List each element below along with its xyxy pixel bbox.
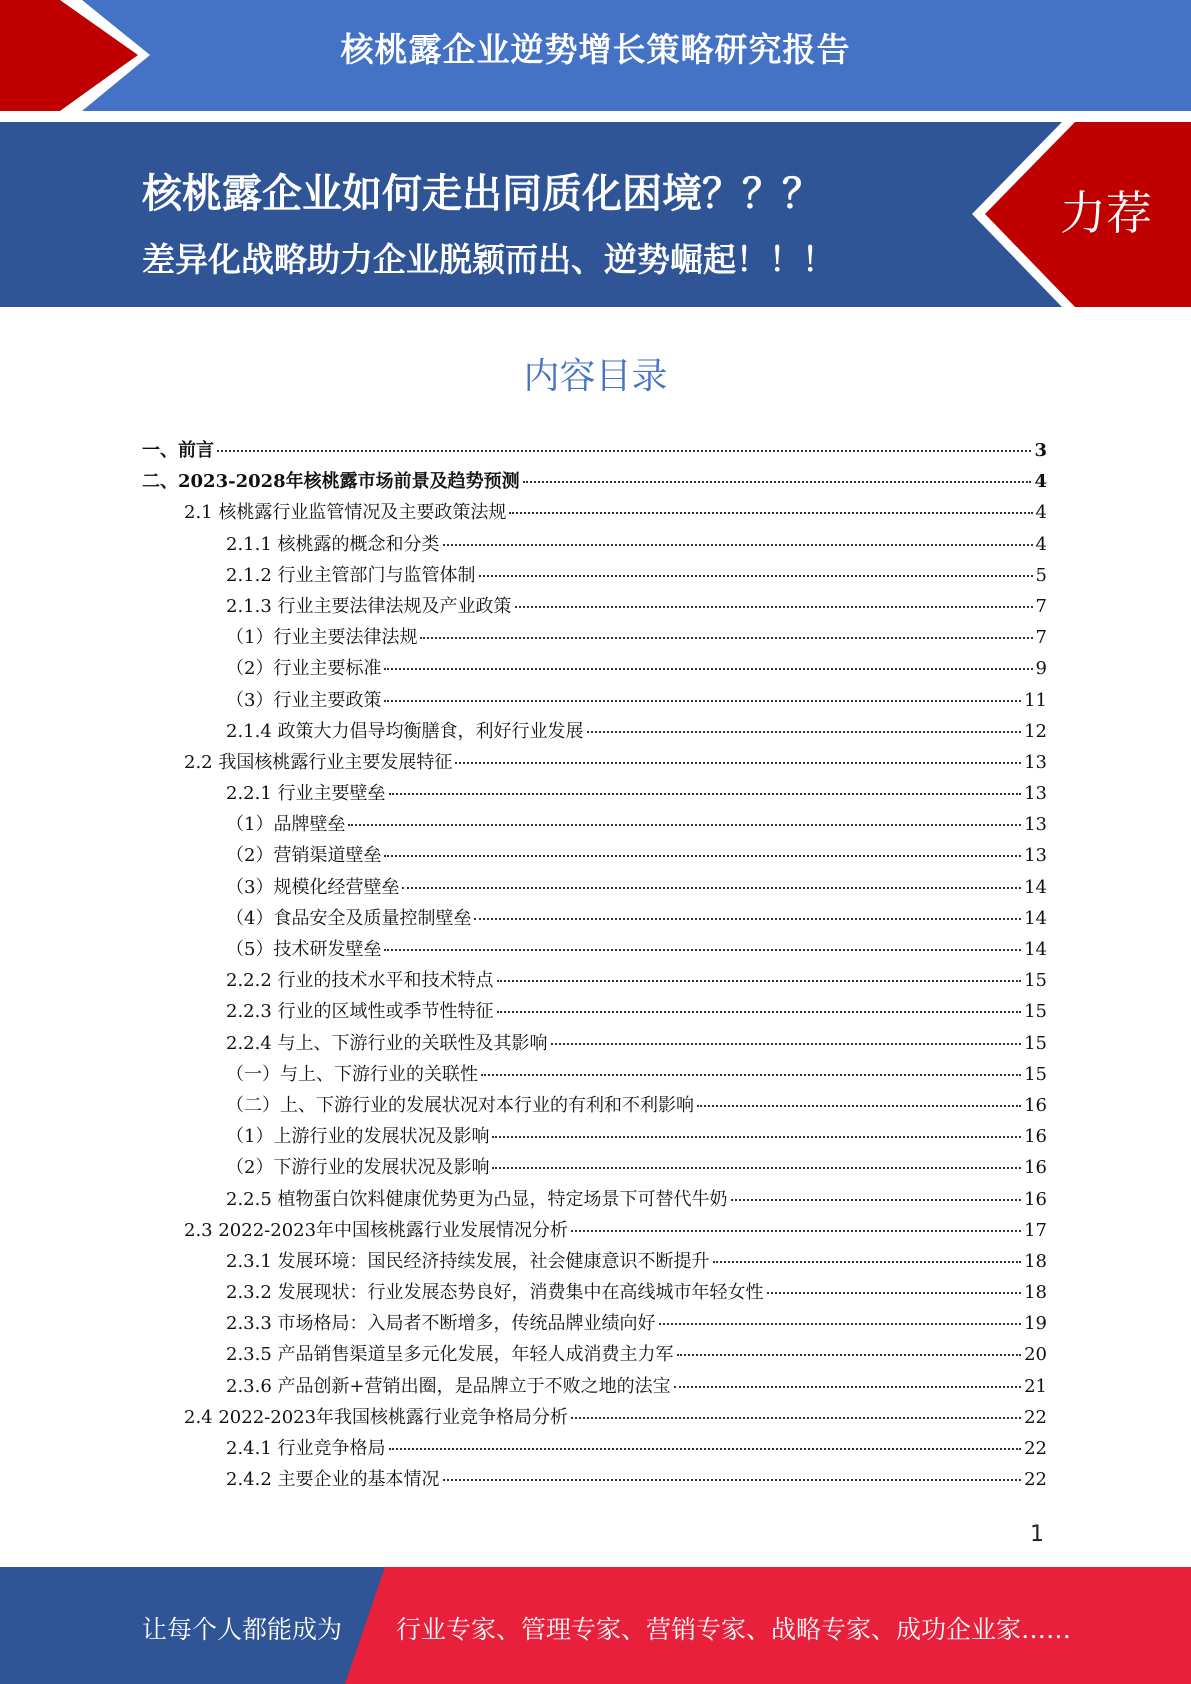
toc-leader-dots — [479, 575, 1033, 577]
toc-entry-page: 13 — [1024, 751, 1047, 773]
toc-leader-dots — [384, 855, 1021, 857]
toc-entry-page: 7 — [1035, 595, 1047, 617]
toc-entry[interactable] — [142, 623, 1047, 654]
toc-entry-label: 2.4.2 主要企业的基本情况 — [226, 1469, 440, 1491]
toc-leader-dots — [571, 1230, 1021, 1232]
toc-title: 内容目录 — [523, 356, 668, 397]
toc-entry-label: （2）下游行业的发展状况及影响 — [226, 1157, 490, 1179]
toc-entry-page: 15 — [1024, 1063, 1047, 1085]
toc-leader-dots — [767, 1292, 1022, 1294]
toc-entry-page: 15 — [1024, 970, 1047, 992]
toc-entry-label: 2.3.3 市场格局：入局者不断增多，传统品牌业绩向好 — [226, 1313, 656, 1335]
toc-entry-label: （1）上游行业的发展状况及影响 — [226, 1126, 490, 1148]
toc-entry[interactable] — [142, 498, 1047, 529]
toc-entry-page: 13 — [1024, 783, 1047, 805]
toc-entry[interactable] — [142, 1122, 1047, 1153]
toc-entry-label: （1）品牌壁垒 — [226, 814, 346, 836]
toc-entry[interactable] — [142, 1247, 1047, 1278]
toc-entry-page: 15 — [1024, 1001, 1047, 1023]
toc-entry-label: 2.2.5 植物蛋白饮料健康优势更为凸显，特定场景下可替代牛奶 — [226, 1188, 728, 1210]
toc-entry-label: 2.1 核桃露行业监管情况及主要政策法规 — [184, 502, 507, 524]
toc-entry[interactable] — [142, 1060, 1047, 1091]
hero-headline: 核桃露企业如何走出同质化困境？？？ — [142, 171, 822, 217]
toc-entry-label: 2.4 2022-2023年我国核桃露行业竞争格局分析 — [184, 1406, 569, 1428]
toc-entry[interactable] — [142, 966, 1047, 997]
toc-entry[interactable] — [142, 1278, 1047, 1309]
toc-entry[interactable] — [142, 592, 1047, 623]
toc-entry-label: 2.4.1 行业竞争格局 — [226, 1438, 386, 1459]
toc-entry-label: 2.2.3 行业的区域性或季节性特征 — [226, 1001, 494, 1023]
toc-entry-label: （3）行业主要政策 — [226, 689, 382, 711]
toc-entry-label: 2.1.2 行业主管部门与监管体制 — [226, 564, 476, 586]
toc-leader-dots — [523, 481, 1032, 483]
toc-entry-label: （1）行业主要法律法规 — [226, 627, 418, 649]
toc-entry-label: 2.2.4 与上、下游行业的关联性及其影响 — [226, 1032, 548, 1054]
toc-entry[interactable] — [142, 1029, 1047, 1060]
toc-entry[interactable] — [142, 1185, 1047, 1216]
toc-entry-page: 14 — [1024, 907, 1047, 929]
toc-leader-dots — [217, 450, 1031, 452]
toc-leader-dots — [713, 1261, 1022, 1263]
toc-entry[interactable] — [142, 1372, 1047, 1403]
toc-entry[interactable] — [142, 561, 1047, 592]
toc-leader-dots — [509, 512, 1032, 514]
toc-entry-label: 一、前言 — [142, 440, 214, 461]
footer-slogan-lead: 让每个人都能成为 — [142, 1615, 343, 1644]
toc-entry-page: 13 — [1024, 845, 1047, 867]
toc-entry-page: 16 — [1024, 1094, 1047, 1116]
toc-entry-label: （2）营销渠道壁垒 — [226, 845, 382, 867]
toc-entry-page: 22 — [1024, 1406, 1047, 1428]
footer-banner — [0, 1567, 1191, 1684]
toc-leader-dots — [384, 949, 1021, 951]
toc-entry[interactable] — [142, 717, 1047, 748]
footer-slogan-roles: 行业专家、管理专家、营销专家、战略专家、成功企业家…… — [396, 1615, 1072, 1644]
toc-leader-dots — [571, 1417, 1021, 1419]
toc-entry-page: 17 — [1024, 1219, 1047, 1241]
toc-leader-dots — [659, 1323, 1022, 1325]
toc-entry-page: 4 — [1035, 502, 1047, 524]
toc-entry[interactable] — [142, 1340, 1047, 1371]
toc-entry-label: 2.1.4 政策大力倡导均衡膳食，利好行业发展 — [226, 720, 584, 742]
toc-entry-page: 22 — [1024, 1469, 1047, 1491]
top-banner — [0, 0, 1191, 111]
toc-entry[interactable] — [142, 1091, 1047, 1122]
toc-entry[interactable] — [142, 841, 1047, 872]
toc-entry[interactable] — [142, 1216, 1047, 1247]
toc-leader-dots — [497, 1011, 1022, 1013]
toc-entry-label: 2.2.1 行业主要壁垒 — [226, 783, 386, 805]
toc-entry-label: （二）上、下游行业的发展状况对本行业的有利和不利影响 — [226, 1094, 694, 1116]
toc-leader-dots — [492, 1136, 1021, 1138]
toc-entry-label: 2.3.2 发展现状：行业发展态势良好，消费集中在高线城市年轻女性 — [226, 1282, 764, 1304]
toc-leader-dots — [492, 1167, 1021, 1169]
toc-leader-dots — [674, 1386, 1021, 1388]
toc-entry[interactable] — [142, 779, 1047, 810]
toc-entry-page: 18 — [1024, 1250, 1047, 1272]
toc-entry[interactable] — [142, 935, 1047, 966]
toc-entry-page: 16 — [1024, 1188, 1047, 1210]
toc-entry[interactable] — [142, 686, 1047, 717]
toc-leader-dots — [384, 668, 1032, 670]
toc-leader-dots — [474, 918, 1021, 920]
toc-entry-page: 3 — [1034, 440, 1047, 461]
toc-entry-page: 19 — [1024, 1313, 1047, 1335]
toc-leader-dots — [515, 606, 1033, 608]
toc-entry-page: 9 — [1035, 658, 1047, 680]
toc-entry-page: 14 — [1024, 876, 1047, 898]
toc-entry[interactable] — [142, 1434, 1047, 1465]
page-number: 1 — [1030, 1522, 1044, 1547]
toc-entry[interactable] — [142, 1465, 1047, 1496]
toc-entry-label: 2.2 我国核桃露行业主要发展特征 — [184, 751, 453, 773]
toc-entry[interactable] — [142, 873, 1047, 904]
hero-banner — [0, 122, 1191, 307]
recommend-badge: 力荐 — [1060, 186, 1152, 240]
toc-entry-page: 18 — [1024, 1282, 1047, 1304]
toc-entry-label: 2.1.3 行业主要法律法规及产业政策 — [226, 595, 512, 617]
toc-entry[interactable] — [142, 654, 1047, 685]
toc-entry[interactable] — [142, 436, 1047, 467]
toc-entry-page: 7 — [1035, 627, 1047, 649]
toc-entry-label: 2.3.1 发展环境：国民经济持续发展，社会健康意识不断提升 — [226, 1250, 710, 1272]
toc-entry[interactable] — [142, 904, 1047, 935]
report-title: 核桃露企业逆势增长策略研究报告 — [340, 30, 851, 69]
toc-entry[interactable] — [142, 467, 1047, 498]
toc-entry-label: 2.1.1 核桃露的概念和分类 — [226, 533, 440, 555]
toc-entry-label: （3）规模化经营壁垒 — [226, 876, 400, 898]
toc-entry[interactable] — [142, 748, 1047, 779]
toc-leader-dots — [389, 793, 1022, 795]
toc-entry-page: 15 — [1024, 1032, 1047, 1054]
toc-leader-dots — [731, 1199, 1022, 1201]
toc-leader-dots — [481, 1074, 1021, 1076]
toc-leader-dots — [551, 1043, 1022, 1045]
toc-leader-dots — [455, 762, 1021, 764]
toc-entry-page: 13 — [1024, 814, 1047, 836]
toc-leader-dots — [677, 1354, 1022, 1356]
toc-entry-label: （5）技术研发壁垒 — [226, 939, 382, 960]
table-of-contents — [142, 436, 1047, 1496]
toc-entry-label: 2.2.2 行业的技术水平和技术特点 — [226, 970, 494, 992]
toc-entry[interactable] — [142, 530, 1047, 561]
toc-leader-dots — [697, 1105, 1021, 1107]
toc-entry-page: 22 — [1024, 1438, 1047, 1459]
toc-entry[interactable] — [142, 1309, 1047, 1340]
toc-entry-label: （一）与上、下游行业的关联性 — [226, 1063, 478, 1085]
toc-entry[interactable] — [142, 810, 1047, 841]
toc-entry-page: 12 — [1024, 720, 1047, 742]
toc-leader-dots — [443, 544, 1033, 546]
toc-entry-label: （2）行业主要标准 — [226, 658, 382, 680]
toc-entry-page: 16 — [1024, 1126, 1047, 1148]
toc-entry-page: 21 — [1024, 1375, 1047, 1397]
toc-entry[interactable] — [142, 1403, 1047, 1434]
toc-entry-page: 4 — [1034, 471, 1047, 493]
toc-leader-dots — [420, 637, 1032, 639]
toc-entry[interactable] — [142, 1153, 1047, 1184]
toc-entry-label: 2.3.5 产品销售渠道呈多元化发展，年轻人成消费主力军 — [226, 1344, 674, 1366]
toc-leader-dots — [497, 980, 1022, 982]
toc-entry-page: 20 — [1024, 1344, 1047, 1366]
toc-entry-page: 14 — [1024, 939, 1047, 960]
toc-entry-page: 11 — [1024, 689, 1047, 711]
toc-leader-dots — [348, 824, 1021, 826]
toc-entry-page: 5 — [1035, 564, 1047, 586]
toc-leader-dots — [389, 1448, 1022, 1450]
toc-leader-dots — [384, 700, 1021, 702]
toc-leader-dots — [587, 731, 1022, 733]
toc-entry-page: 16 — [1024, 1157, 1047, 1179]
toc-leader-dots — [443, 1479, 1022, 1481]
toc-entry-label: 2.3 2022-2023年中国核桃露行业发展情况分析 — [184, 1219, 569, 1241]
toc-entry-label: 二、2023-2028年核桃露市场前景及趋势预测 — [142, 471, 520, 493]
hero-subheadline: 差异化战略助力企业脱颖而出、逆势崛起！！！ — [142, 240, 835, 279]
toc-entry-page: 4 — [1035, 533, 1047, 555]
toc-entry-label: （4）食品安全及质量控制壁垒 — [226, 907, 472, 929]
toc-entry[interactable] — [142, 997, 1047, 1028]
toc-entry-label: 2.3.6 产品创新+营销出圈，是品牌立于不败之地的法宝 — [226, 1375, 671, 1397]
toc-leader-dots — [402, 887, 1021, 889]
